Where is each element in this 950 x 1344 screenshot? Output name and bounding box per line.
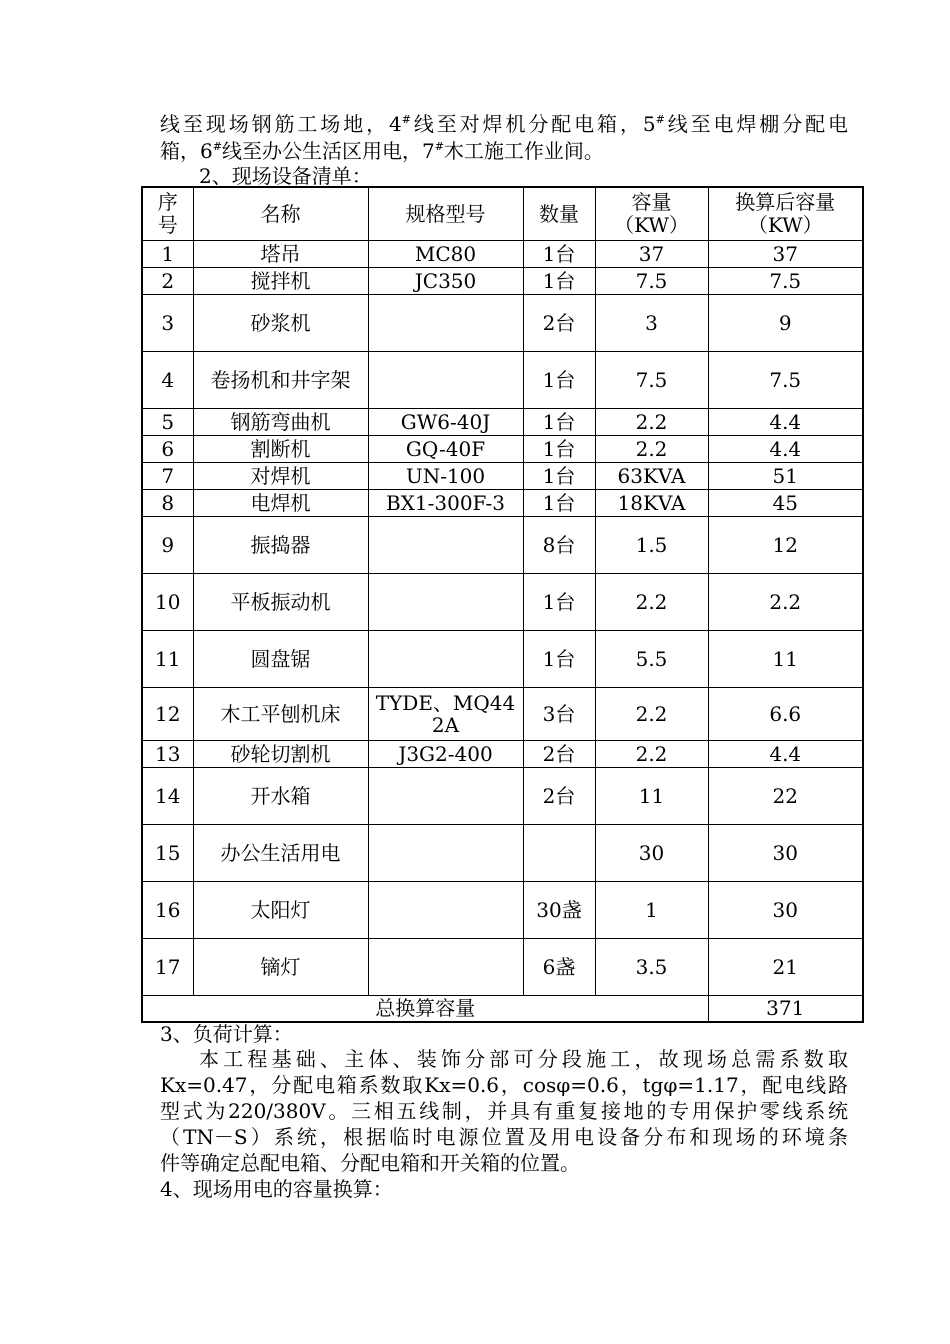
cell-cap: 5.5 xyxy=(595,630,708,687)
cell-model: JC350 xyxy=(368,267,523,294)
cell-conv: 37 xyxy=(708,240,863,267)
table-row xyxy=(142,489,863,516)
cell-model xyxy=(368,573,523,630)
cell-no: 14 xyxy=(142,767,193,824)
table-row xyxy=(142,351,863,408)
table-row xyxy=(142,767,863,824)
cell-model: GW6-40J xyxy=(368,408,523,435)
cell-conv: 11 xyxy=(708,630,863,687)
cell-no: 15 xyxy=(142,824,193,881)
cell-model: UN-100 xyxy=(368,462,523,489)
cell-cap: 3.5 xyxy=(595,938,708,995)
cell-name: 塔吊 xyxy=(193,240,368,267)
table-row xyxy=(142,408,863,435)
cell-cap: 2.2 xyxy=(595,687,708,740)
table-row xyxy=(142,881,863,938)
cell-name: 电焊机 xyxy=(193,489,368,516)
cell-no: 2 xyxy=(142,267,193,294)
table-row xyxy=(142,938,863,995)
cell-name: 办公生活用电 xyxy=(193,824,368,881)
cell-no: 10 xyxy=(142,573,193,630)
cell-cap: 37 xyxy=(595,240,708,267)
cell-name: 平板振动机 xyxy=(193,573,368,630)
load-para-line-1: 本工程基础、主体、装饰分部可分段施工，故现场总需系数取 xyxy=(199,1047,848,1071)
total-label: 总换算容量 xyxy=(142,995,708,1022)
cell-model xyxy=(368,294,523,351)
table-header-row xyxy=(142,187,863,240)
cell-qty: 2台 xyxy=(523,767,595,824)
section-title-capacity: 4、现场用电的容量换算： xyxy=(160,1177,393,1201)
cell-cap: 2.2 xyxy=(595,408,708,435)
header-name: 名称 xyxy=(193,187,368,240)
cell-qty: 6盏 xyxy=(523,938,595,995)
cell-qty xyxy=(523,824,595,881)
cell-no: 5 xyxy=(142,408,193,435)
cell-qty: 1台 xyxy=(523,573,595,630)
cell-no: 3 xyxy=(142,294,193,351)
cell-cap: 7.5 xyxy=(595,267,708,294)
header-no: 序号 xyxy=(142,187,193,240)
table-row xyxy=(142,294,863,351)
total-value: 371 xyxy=(708,995,863,1022)
table-row xyxy=(142,573,863,630)
cell-no: 17 xyxy=(142,938,193,995)
cell-model xyxy=(368,824,523,881)
header-converted-capacity: 换算后容量（KW） xyxy=(708,187,863,240)
cell-conv: 21 xyxy=(708,938,863,995)
cell-qty: 1台 xyxy=(523,408,595,435)
cell-no: 1 xyxy=(142,240,193,267)
cell-conv: 12 xyxy=(708,516,863,573)
cell-no: 8 xyxy=(142,489,193,516)
cell-name: 振捣器 xyxy=(193,516,368,573)
cell-name: 圆盘锯 xyxy=(193,630,368,687)
cell-cap: 30 xyxy=(595,824,708,881)
cell-cap: 3 xyxy=(595,294,708,351)
cell-cap: 11 xyxy=(595,767,708,824)
cell-qty: 1台 xyxy=(523,240,595,267)
table-row xyxy=(142,687,863,740)
cell-conv: 7.5 xyxy=(708,351,863,408)
cell-cap: 7.5 xyxy=(595,351,708,408)
header-qty: 数量 xyxy=(523,187,595,240)
cell-conv: 51 xyxy=(708,462,863,489)
cell-qty: 1台 xyxy=(523,267,595,294)
cell-qty: 1台 xyxy=(523,462,595,489)
cell-name: 割断机 xyxy=(193,435,368,462)
cell-conv: 30 xyxy=(708,881,863,938)
cell-conv: 9 xyxy=(708,294,863,351)
cell-name: 开水箱 xyxy=(193,767,368,824)
table-row xyxy=(142,824,863,881)
cell-cap: 2.2 xyxy=(595,573,708,630)
cell-cap: 1.5 xyxy=(595,516,708,573)
cell-conv: 2.2 xyxy=(708,573,863,630)
cell-conv: 4.4 xyxy=(708,435,863,462)
section-title-load: 3、负荷计算： xyxy=(160,1022,293,1046)
cell-model: GQ-40F xyxy=(368,435,523,462)
table-row xyxy=(142,267,863,294)
cell-no: 6 xyxy=(142,435,193,462)
load-para-line-5: 件等确定总配电箱、分配电箱和开关箱的位置。 xyxy=(160,1151,580,1175)
cell-qty: 2台 xyxy=(523,740,595,767)
cell-no: 7 xyxy=(142,462,193,489)
cell-name: 对焊机 xyxy=(193,462,368,489)
cell-conv: 22 xyxy=(708,767,863,824)
load-para-line-4: （TN－S）系统，根据临时电源位置及用电设备分布和现场的环境条 xyxy=(160,1125,848,1149)
table-row xyxy=(142,240,863,267)
cell-cap: 63KVA xyxy=(595,462,708,489)
cell-conv: 7.5 xyxy=(708,267,863,294)
cell-qty: 1台 xyxy=(523,489,595,516)
cell-cap: 18KVA xyxy=(595,489,708,516)
cell-model: TYDE、MQ442A xyxy=(368,687,523,740)
cell-qty: 30盏 xyxy=(523,881,595,938)
cell-model xyxy=(368,516,523,573)
equipment-table xyxy=(141,186,864,1023)
cell-model xyxy=(368,630,523,687)
cell-model xyxy=(368,767,523,824)
cell-no: 16 xyxy=(142,881,193,938)
table-row xyxy=(142,435,863,462)
cell-conv: 6.6 xyxy=(708,687,863,740)
cell-no: 13 xyxy=(142,740,193,767)
load-para-line-2: Kx=0.47，分配电箱系数取Kx=0.6，cosφ=0.6，tgφ=1.17，配电线路 xyxy=(160,1073,848,1097)
cell-model xyxy=(368,881,523,938)
cell-cap: 2.2 xyxy=(595,435,708,462)
cell-name: 砂浆机 xyxy=(193,294,368,351)
cell-model: J3G2-400 xyxy=(368,740,523,767)
cell-no: 9 xyxy=(142,516,193,573)
table-total-row xyxy=(142,995,863,1022)
cell-qty: 2台 xyxy=(523,294,595,351)
cell-model: MC80 xyxy=(368,240,523,267)
cell-qty: 1台 xyxy=(523,630,595,687)
intro-line-2: 箱，6#线至办公生活区用电，7#木工施工作业间。 xyxy=(160,139,604,163)
cell-qty: 8台 xyxy=(523,516,595,573)
cell-model: BX1-300F-3 xyxy=(368,489,523,516)
cell-conv: 4.4 xyxy=(708,740,863,767)
cell-no: 4 xyxy=(142,351,193,408)
cell-name: 钢筋弯曲机 xyxy=(193,408,368,435)
cell-model xyxy=(368,938,523,995)
cell-no: 12 xyxy=(142,687,193,740)
intro-line-1: 线至现场钢筋工场地，4#线至对焊机分配电箱，5#线至电焊棚分配电 xyxy=(160,112,848,136)
cell-qty: 1台 xyxy=(523,435,595,462)
section-title-equipment: 2、现场设备清单： xyxy=(199,164,372,188)
cell-name: 木工平刨机床 xyxy=(193,687,368,740)
table-row xyxy=(142,516,863,573)
table-row xyxy=(142,462,863,489)
cell-name: 搅拌机 xyxy=(193,267,368,294)
cell-name: 卷扬机和井字架 xyxy=(193,351,368,408)
cell-cap: 2.2 xyxy=(595,740,708,767)
table-row xyxy=(142,740,863,767)
cell-conv: 30 xyxy=(708,824,863,881)
header-capacity: 容量（KW） xyxy=(595,187,708,240)
cell-name: 镝灯 xyxy=(193,938,368,995)
cell-name: 太阳灯 xyxy=(193,881,368,938)
cell-qty: 1台 xyxy=(523,351,595,408)
cell-name: 砂轮切割机 xyxy=(193,740,368,767)
cell-cap: 1 xyxy=(595,881,708,938)
cell-no: 11 xyxy=(142,630,193,687)
cell-model xyxy=(368,351,523,408)
cell-conv: 45 xyxy=(708,489,863,516)
cell-conv: 4.4 xyxy=(708,408,863,435)
cell-qty: 3台 xyxy=(523,687,595,740)
header-model: 规格型号 xyxy=(368,187,523,240)
load-para-line-3: 型式为220/380V。三相五线制，并具有重复接地的专用保护零线系统 xyxy=(160,1099,848,1123)
table-row xyxy=(142,630,863,687)
